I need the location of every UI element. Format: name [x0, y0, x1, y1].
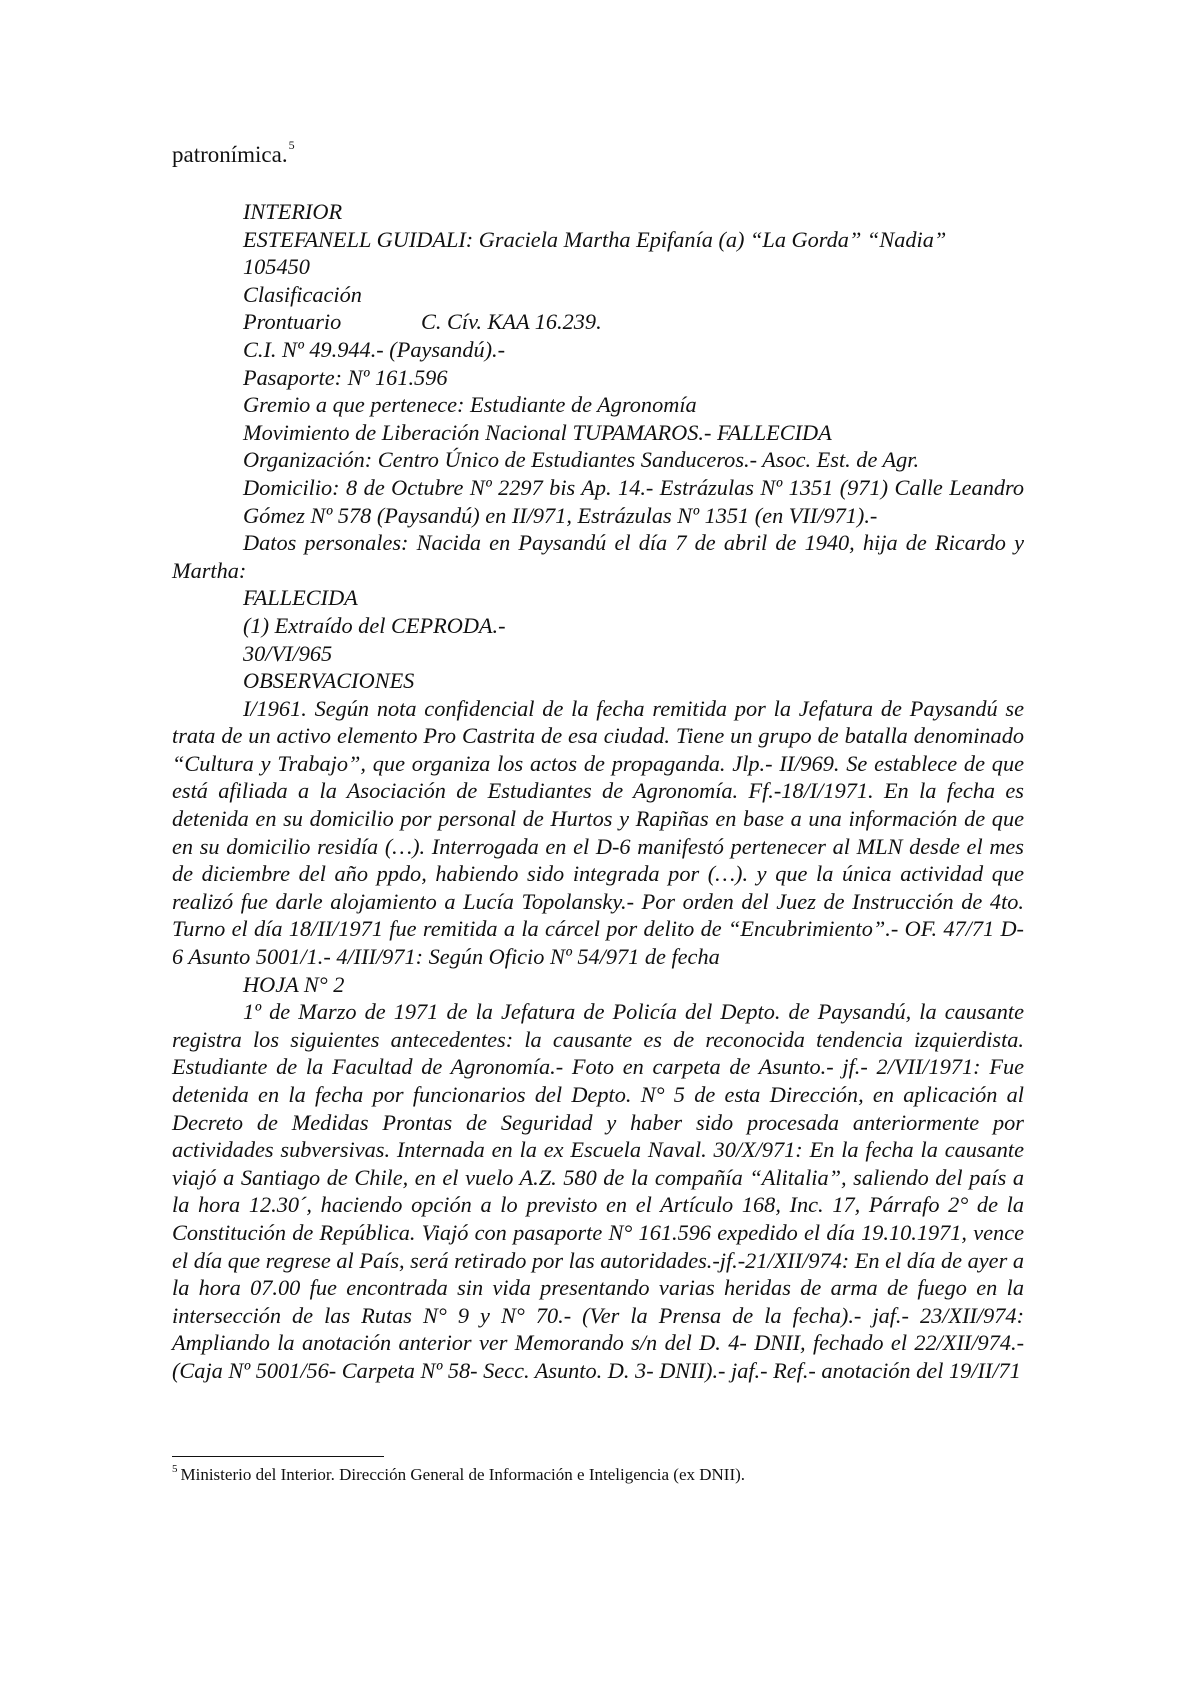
prontuario-label: Prontuario — [243, 309, 342, 335]
record-fallecida: FALLECIDA — [243, 585, 358, 611]
record-ci: C.I. Nº 49.944.- (Paysandú).- — [243, 336, 506, 362]
record-pasaporte: Pasaporte: Nº 161.596 — [243, 364, 448, 390]
footnote-separator — [172, 1456, 384, 1457]
record-clasificacion: Clasificación — [243, 281, 362, 307]
record-section: INTERIOR — [243, 199, 343, 224]
footnote-number: 5 — [172, 1463, 178, 1475]
record-fecha: 30/VI/965 — [243, 640, 333, 666]
record-observaciones-heading: OBSERVACIONES — [243, 668, 415, 694]
record-observaciones-2: 1º de Marzo de 1971 de la Jefatura de Policía del Depto. de Paysandú, la causante registra los siguientes antecedentes: la causante es de reconocida tendencia izquierdista. Estudiante de la Facultad de Agronomía.- Foto en carpeta de Asunto.- jf.- 2/VII/1971: Fue detenida en la fecha por funcionarios del Depto. N° 5 de esta Dirección, en aplicación al Decreto de Medidas Prontas de Seguridad y haber sido procesada anteriormente por actividades subversivas. Internada en la ex Escuela Naval. 30/X/971: En la fecha la causante viajó a Santiago de Chile, en el vuelo A.Z. 580 de la compañía “Alitalia”, saliendo del país a la hora 12.30´, haciendo opción a lo previsto en el Artículo 168, Inc. 17, Párrafo 2° de la Constitución de República. Viajó con pasaporte N° 161.596 expedido el día 19.10.1971, vence el día que regrese al País, será retirado por las autoridades.-jf.-21/XII/974: En el día de ayer a la hora 07.00 fue encontrada sin vida presentando varias heridas de arma de fuego en la intersección de las Rutas N° 9 y N° 70.- (Ver la Prensa de la fecha).- jaf.- 23/XII/974: Ampliando la anotación anterior ver Memorando s/n del D. 4- DNII, fechado el 22/XII/974.- (Caja Nº 5001/56- Carpeta Nº 58- Secc. Asunto. D. 3- DNII).- jaf.- Ref.- anotación del 19/II/71 — [172, 999, 1024, 1383]
record-prontuario — [172, 308, 1024, 336]
record-organizacion: Organización: Centro Único de Estudiantes Sanduceros.- Asoc. Est. de Agr. — [243, 447, 920, 473]
footnote — [172, 1465, 745, 1485]
prontuario-value: C. Cív. KAA 16.239. — [421, 309, 602, 335]
footnote-text: Ministerio del Interior. Dirección General de Información e Inteligencia (ex DNII). — [180, 1465, 746, 1484]
record-domicilio: Domicilio: 8 de Octubre Nº 2297 bis Ap. 14.- Estrázulas Nº 1351 (971) Calle Leandro Gómez Nº 578 (Paysandú) en II/971, Estrázulas Nº 1351 (en VII/971).- — [243, 474, 1024, 528]
record-number: 105450 — [243, 254, 310, 280]
record-gremio: Gremio a que pertenece: Estudiante de Agronomía — [243, 392, 697, 418]
lead-text: patronímica. — [172, 142, 288, 167]
lead-line — [172, 138, 295, 168]
record-hoja: HOJA N° 2 — [243, 971, 345, 997]
record-datos-personales: Datos personales: Nacida en Paysandú el día 7 de abril de 1940, hija de Ricardo y Martha: — [172, 530, 1024, 583]
record-extraido: (1) Extraído del CEPRODA.- — [243, 612, 506, 638]
record-body — [172, 198, 1024, 1385]
record-observaciones-1: I/1961. Según nota confidencial de la fecha remitida por la Jefatura de Paysandú se trata de un activo elemento Pro Castrita de esa ciudad. Tiene un grupo de batalla denominado “Cultura y Trabajo”, que organiza los actos de propaganda. Jlp.- II/969. Se establece de que está afiliada a la Asociación de Estudiantes de Agronomía. Ff.-18/I/1971. En la fecha es detenida en su domicilio por personal de Hurtos y Rapiñas en base a una información de que en su domicilio residía (…). Interrogada en el D-6 manifestó pertenecer al MLN desde el mes de diciembre del año ppdo, habiendo sido integrada por (…). y que la única actividad que realizó fue darle alojamiento a Lucía Topolansky.- Por orden del Juez de Instrucción de 4to. Turno el día 18/II/1971 fue remitida a la cárcel por delito de “Encubrimiento”.- OF. 47/71 D- 6 Asunto 5001/1.- 4/III/971: Según Oficio Nº 54/971 de fecha — [172, 695, 1024, 970]
record-name: ESTEFANELL GUIDALI: Graciela Martha Epifanía (a) “La Gorda” “Nadia” — [243, 226, 947, 252]
footnote-reference: 5 — [288, 138, 295, 152]
record-movimiento: Movimiento de Liberación Nacional TUPAMAROS.- FALLECIDA — [243, 419, 832, 445]
